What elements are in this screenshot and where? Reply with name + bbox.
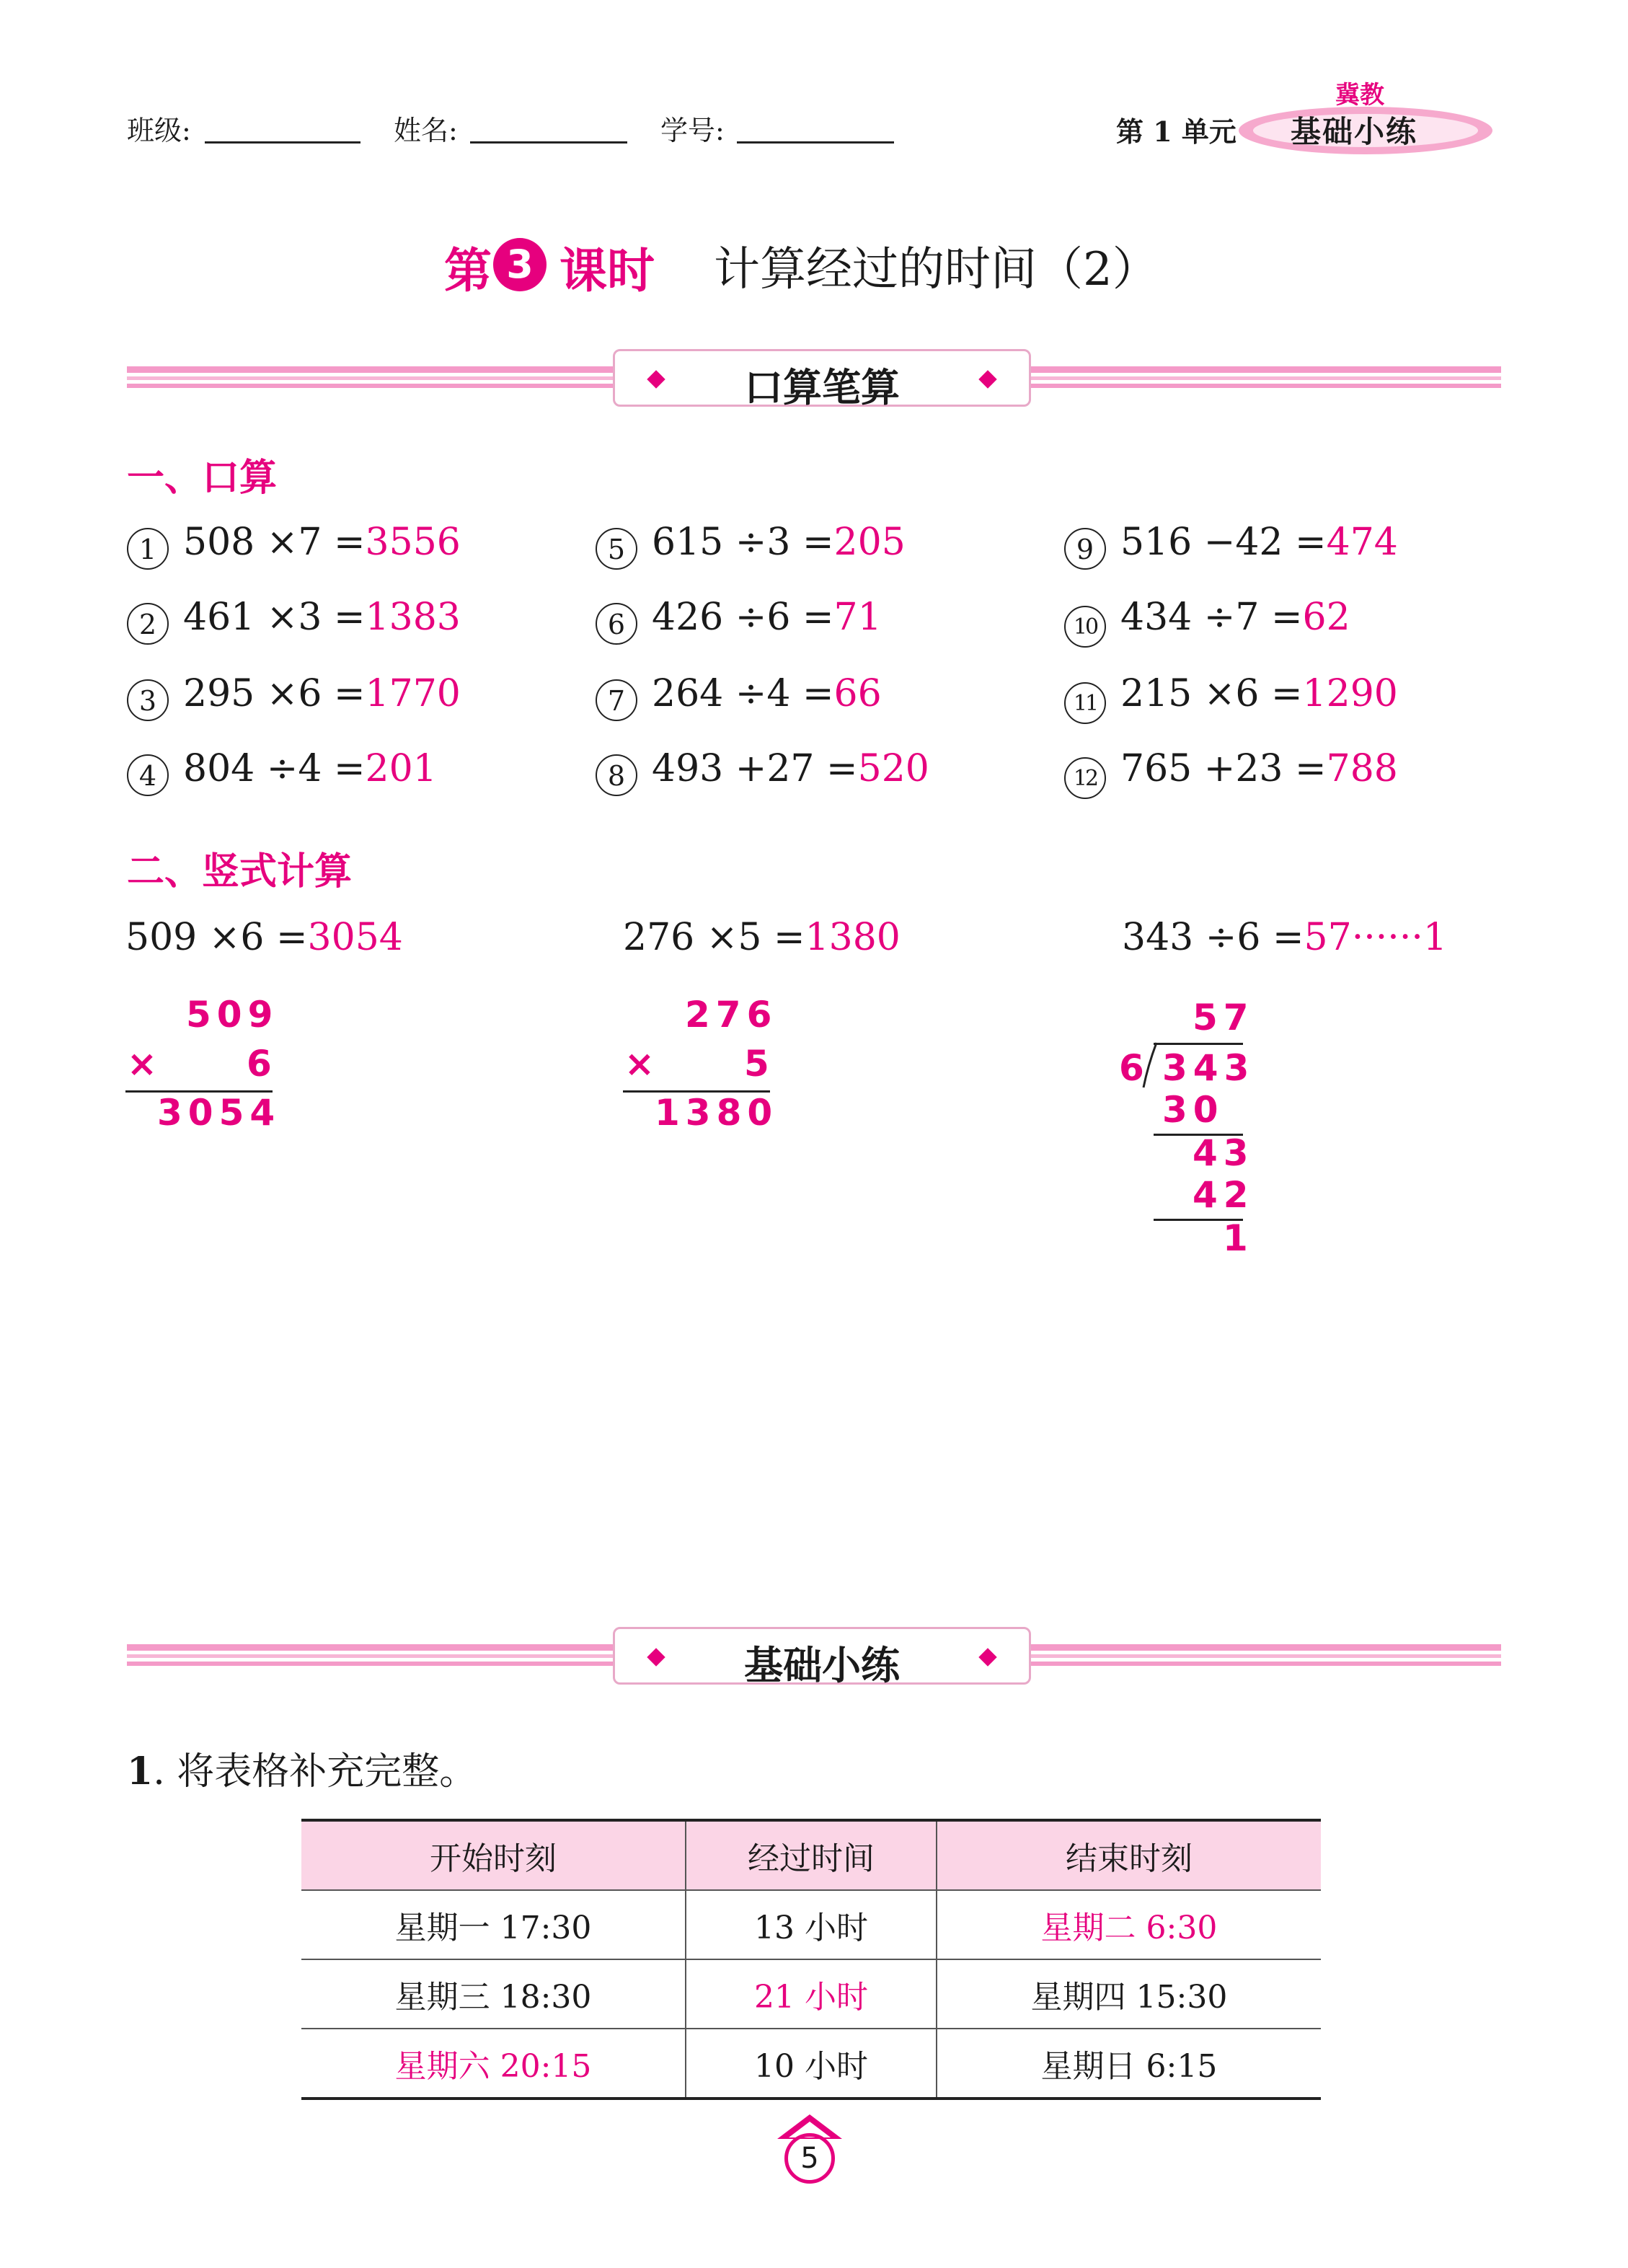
item-answer: 62	[1302, 596, 1350, 639]
item-answer: 205	[833, 521, 906, 564]
oral-item	[127, 521, 461, 570]
item-expression: 295 ×6 =	[183, 672, 366, 715]
question-1	[127, 1741, 477, 1795]
multiplier: 5	[744, 1043, 775, 1085]
vertical-problem-2	[623, 916, 901, 959]
oral-item	[596, 521, 906, 570]
item-expression: 461 ×3 =	[183, 596, 366, 639]
unit-label: 第 1 单元	[1116, 115, 1237, 148]
page-number: 5	[784, 2133, 835, 2184]
vertical-heading: 二、竖式计算	[127, 850, 353, 893]
section2-title: 基础小练	[744, 1642, 900, 1688]
item-number: 1	[127, 528, 169, 570]
student-id-label: 学号:	[660, 115, 725, 146]
item-answer: 1290	[1302, 672, 1398, 715]
item-number: 9	[1064, 528, 1106, 570]
problem-expression: 509 ×6 =	[125, 916, 308, 959]
section2-banner	[613, 1627, 1031, 1688]
table-row	[301, 1890, 1321, 1959]
student-id-blank	[737, 141, 894, 144]
item-answer: 3556	[365, 521, 461, 564]
item-answer: 71	[833, 596, 882, 639]
table-cell: 13 小时	[686, 1890, 937, 1959]
multiplier: 6	[247, 1043, 278, 1085]
oral-item	[596, 672, 882, 721]
item-number: 2	[127, 603, 169, 645]
multiply-sign: ×	[624, 1043, 660, 1085]
oral-heading: 一、口算	[127, 456, 278, 500]
item-number: 4	[127, 754, 169, 796]
item-expression: 516 −42 =	[1120, 521, 1327, 564]
divisor: 6	[1119, 1047, 1150, 1089]
item-expression: 765 +23 =	[1120, 747, 1327, 790]
item-expression: 434 ÷7 =	[1120, 596, 1303, 639]
item-number: 12	[1064, 757, 1106, 799]
division-step: 43	[1193, 1132, 1255, 1174]
oral-item	[596, 596, 882, 645]
item-expression: 804 ÷4 =	[183, 747, 366, 790]
class-blank	[205, 141, 360, 144]
item-expression: 508 ×7 =	[183, 521, 366, 564]
item-number: 11	[1064, 682, 1106, 724]
multiplicand: 509	[186, 994, 279, 1036]
dividend: 343	[1162, 1047, 1255, 1089]
multiply-sign: ×	[127, 1043, 163, 1085]
table-cell-answer: 星期六 20:15	[301, 2029, 686, 2099]
table-cell: 星期一 17:30	[301, 1890, 686, 1959]
division-step: 42	[1193, 1174, 1255, 1216]
table-row	[301, 1959, 1321, 2029]
header-end-time: 结束时刻	[937, 1820, 1321, 1890]
item-number: 6	[596, 603, 637, 645]
item-expression: 615 ÷3 =	[652, 521, 834, 564]
problem-answer: 3054	[307, 916, 403, 959]
problem-answer: 1380	[805, 916, 901, 959]
item-number: 10	[1064, 606, 1106, 648]
item-number: 3	[127, 679, 169, 721]
quotient: 57	[1193, 997, 1255, 1038]
table-cell-answer: 21 小时	[686, 1959, 937, 2029]
item-number: 8	[596, 754, 637, 796]
name-blank	[470, 141, 627, 144]
problem-expression: 276 ×5 =	[623, 916, 805, 959]
table-cell: 星期四 15:30	[937, 1959, 1321, 2029]
lesson-prefix: 第	[444, 242, 492, 299]
multiplicand: 276	[685, 994, 778, 1036]
oral-item	[127, 596, 461, 645]
problem-answer: 57······1	[1304, 916, 1447, 959]
table-cell: 星期日 6:15	[937, 2029, 1321, 2099]
oral-item	[127, 747, 437, 796]
vertical-problem-1	[125, 916, 403, 959]
item-answer: 66	[833, 672, 882, 715]
item-expression: 426 ÷6 =	[652, 596, 834, 639]
product: 3054	[157, 1092, 281, 1134]
oral-item	[1064, 596, 1350, 648]
lesson-number: 3	[493, 238, 547, 291]
class-label: 班级:	[127, 115, 191, 146]
name-label: 姓名:	[394, 115, 458, 146]
header-start-time: 开始时刻	[301, 1820, 686, 1890]
problem-expression: 343 ÷6 =	[1122, 916, 1304, 959]
question-text: . 将表格补充完整。	[153, 1750, 477, 1793]
item-expression: 215 ×6 =	[1120, 672, 1303, 715]
header-elapsed-time: 经过时间	[686, 1820, 937, 1890]
division-bar	[1154, 1043, 1243, 1045]
item-answer: 788	[1326, 747, 1398, 790]
item-answer: 474	[1326, 521, 1398, 564]
product: 1380	[655, 1092, 779, 1134]
section1-banner	[613, 349, 1031, 410]
item-number: 7	[596, 679, 637, 721]
oral-item	[1064, 747, 1398, 799]
table-cell: 星期三 18:30	[301, 1959, 686, 2029]
section1-title: 口算笔算	[744, 364, 900, 410]
time-table	[301, 1819, 1321, 2100]
item-number: 5	[596, 528, 637, 570]
oral-item	[1064, 672, 1398, 724]
item-expression: 264 ÷4 =	[652, 672, 834, 715]
table-row	[301, 2029, 1321, 2099]
vertical-problem-3	[1122, 916, 1447, 959]
badge-title: 基础小练	[1291, 114, 1418, 149]
lesson-title: 计算经过的时间（2）	[714, 243, 1159, 296]
item-expression: 493 +27 =	[652, 747, 858, 790]
item-answer: 1383	[365, 596, 461, 639]
item-answer: 520	[857, 747, 929, 790]
table-cell: 10 小时	[686, 2029, 937, 2099]
item-answer: 201	[365, 747, 437, 790]
lesson-suffix: 课时	[559, 242, 655, 299]
oral-item	[1064, 521, 1398, 570]
oral-item	[127, 672, 461, 721]
table-cell-answer: 星期二 6:30	[937, 1890, 1321, 1959]
table-header-row	[301, 1820, 1321, 1890]
publisher-label: 冀教	[1335, 81, 1384, 110]
question-number: 1	[127, 1749, 154, 1793]
division-step: 30	[1162, 1089, 1224, 1131]
oral-item	[596, 747, 929, 796]
remainder: 1	[1223, 1217, 1254, 1259]
item-answer: 1770	[365, 672, 461, 715]
